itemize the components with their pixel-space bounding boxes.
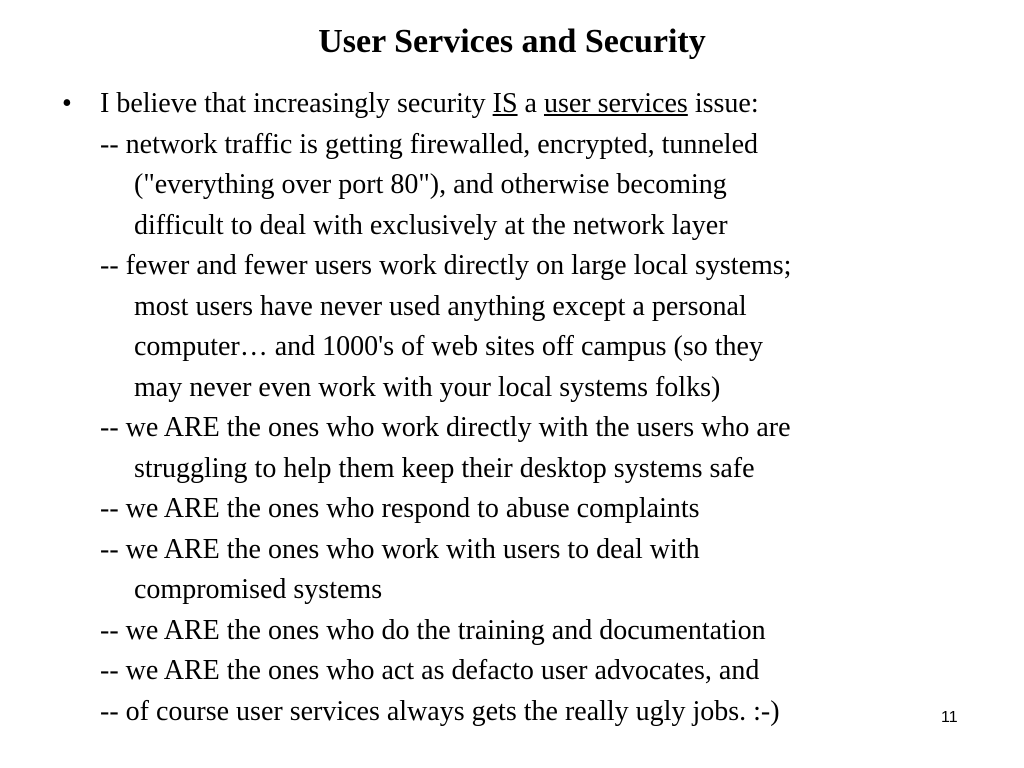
- sub-point-first-line: -- network traffic is getting firewalled, encrypted, tunneled: [100, 128, 759, 160]
- sub-point-first-line: -- we ARE the ones who work with users to deal with: [100, 533, 700, 565]
- bullet-item: [62, 84, 962, 125]
- sub-point-continuation-line: computer… and 1000's of web sites off campus (so they: [134, 331, 763, 362]
- sub-point-first-line: -- we ARE the ones who act as defacto user advocates, and: [100, 655, 760, 686]
- sub-point: [62, 611, 962, 652]
- emphasis-is: IS: [492, 88, 518, 119]
- page-number: 11: [941, 709, 958, 726]
- sub-point-continuation-line: struggling to help them keep their desktop systems safe: [134, 452, 755, 484]
- bullet-intro-suffix: issue:: [687, 88, 759, 119]
- sub-point-first-line: -- we ARE the ones who do the training and documentation: [100, 614, 766, 646]
- sub-point: [62, 530, 962, 611]
- sub-point: [62, 489, 962, 530]
- sub-point: [62, 651, 962, 692]
- sub-point-continuation-line: compromised systems: [134, 574, 383, 605]
- sub-point: [62, 125, 962, 247]
- sub-point-list: [62, 125, 962, 733]
- sub-point: [62, 408, 962, 489]
- sub-point-continuation-line: most users have never used anything except a personal: [134, 290, 747, 322]
- emphasis-user-services: user services: [543, 88, 688, 119]
- sub-point-continuation-line: difficult to deal with exclusively at the network layer: [134, 209, 728, 241]
- bullet-list: [62, 84, 962, 732]
- bullet-intro-text: I believe that increasingly security: [100, 88, 493, 119]
- bullet-marker: •: [62, 88, 72, 119]
- sub-point: [62, 692, 962, 733]
- bullet-intro-connector: a: [517, 88, 544, 119]
- sub-point-continuation-line: ("everything over port 80"), and otherwise becoming: [134, 169, 727, 200]
- sub-point-continuation-line: may never even work with your local systems folks): [134, 371, 721, 403]
- sub-point: [62, 246, 962, 408]
- sub-point-first-line: -- we ARE the ones who respond to abuse complaints: [100, 493, 700, 524]
- sub-point-first-line: -- of course user services always gets the really ugly jobs. :-): [100, 695, 780, 727]
- sub-point-first-line: -- we ARE the ones who work directly with the users who are: [100, 412, 791, 443]
- sub-point-first-line: -- fewer and fewer users work directly on large local systems;: [100, 250, 792, 281]
- slide-title: User Services and Security: [318, 23, 706, 60]
